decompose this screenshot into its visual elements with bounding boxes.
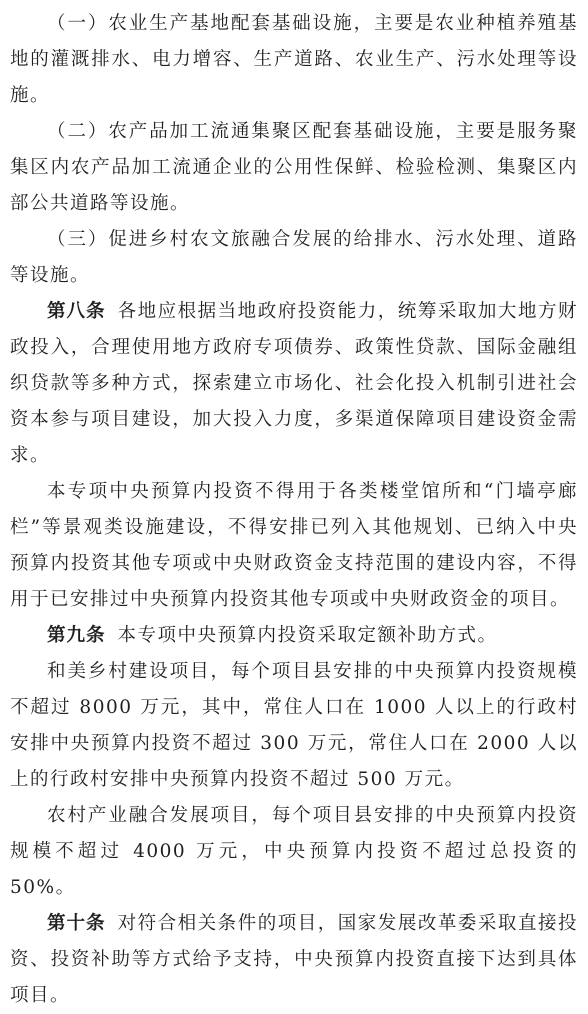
paragraph-7: [10, 654, 578, 798]
paragraph-text: 本专项中央预算内投资不得用于各类楼堂馆所和“门墙亭廊栏”等景观类设施建设，不得安排已列入其他规划、已纳入中央预算内投资其他专项或中央财政资金支持范围的建设内容，不得用于已安排过中央预算内投资其他专项或中央财政资金的项目。: [10, 481, 578, 610]
article-heading: 第八条: [47, 301, 106, 322]
paragraph-1: [10, 6, 578, 114]
paragraph-text: 和美乡村建设项目，每个项目县安排的中央预算内投资规模不超过 8000 万元，其中，常住人口在 1000 人以上的行政村安排中央预算内投资不超过 300 万元，常住人口在 2000 人以上的行政村安排中央预算内投资不超过 500 万元。: [10, 661, 578, 790]
paragraph-text: 对符合相关条件的项目，国家发展改革委采取直接投资、投资补助等方式给予支持，中央预算内投资直接下达到具体项目。: [10, 913, 578, 1006]
article-8: [10, 294, 578, 474]
article-heading: 第九条: [47, 625, 106, 646]
paragraph-text: （一）农业生产基地配套基础设施，主要是农业种植养殖基地的灌溉排水、电力增容、生产道路、农业生产、污水处理等设施。: [10, 13, 578, 106]
paragraph-text: 农村产业融合发展项目，每个项目县安排的中央预算内投资规模不超过 4000 万元，中央预算内投资不超过总投资的 50%。: [10, 805, 578, 898]
paragraph-text: （二）农产品加工流通集聚区配套基础设施，主要是服务聚集区内农产品加工流通企业的公用性保鲜、检验检测、集聚区内部公共道路等设施。: [10, 121, 578, 214]
paragraph-2: [10, 114, 578, 222]
paragraph-text: （三）促进乡村农文旅融合发展的给排水、污水处理、道路等设施。: [10, 229, 578, 286]
paragraph-5: [10, 474, 578, 618]
paragraph-text: 各地应根据当地政府投资能力，统筹采取加大地方财政投入，合理使用地方政府专项债券、政策性贷款、国际金融组织贷款等多种方式，探索建立市场化、社会化投入机制引进社会资本参与项目建设，加大投入力度，多渠道保障项目建设资金需求。: [10, 301, 578, 466]
paragraph-3: [10, 222, 578, 294]
paragraph-text: 本专项中央预算内投资采取定额补助方式。: [117, 625, 498, 646]
article-9: [10, 618, 578, 654]
article-heading: 第十条: [47, 913, 106, 934]
paragraph-8: [10, 798, 578, 906]
article-10: [10, 906, 578, 1014]
document-body: [10, 6, 578, 1014]
